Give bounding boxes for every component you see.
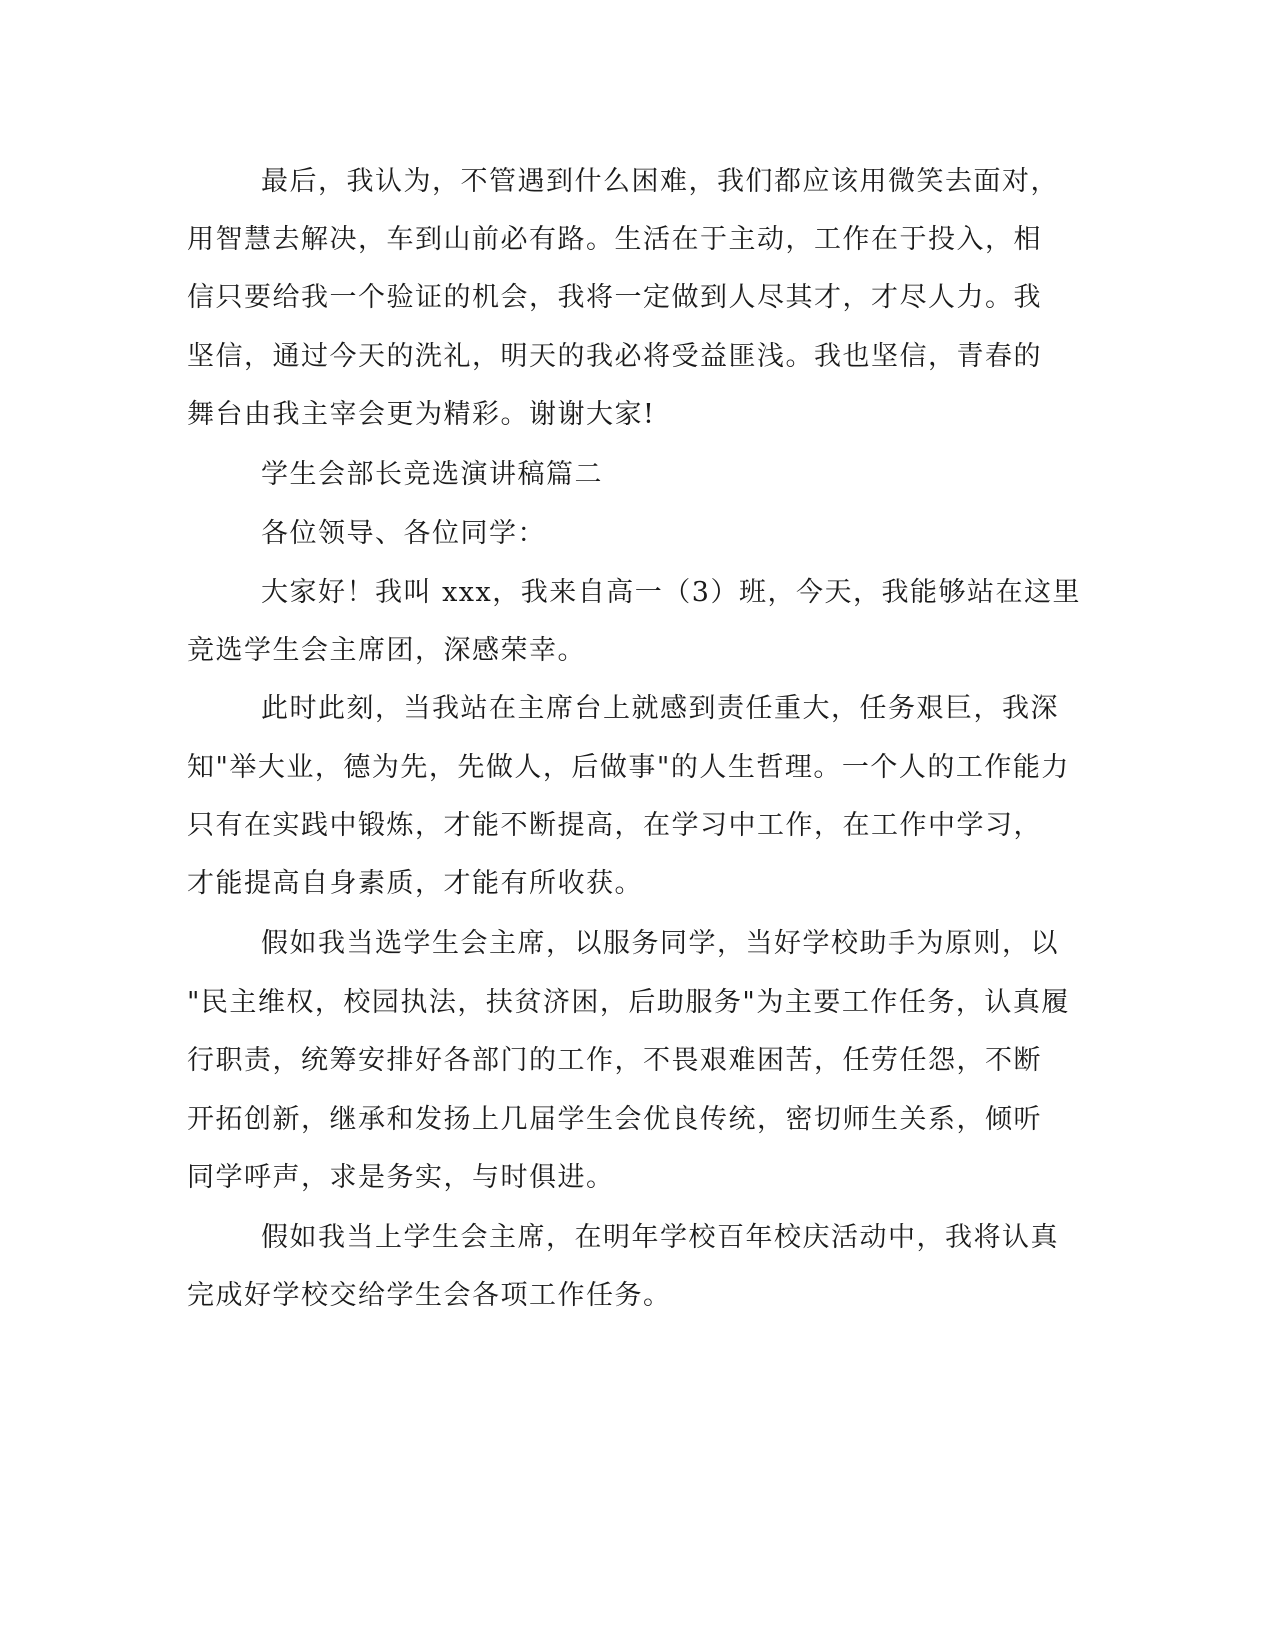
paragraph-line: 用智慧去解决，车到山前必有路。生活在于主动，工作在于投入，相 (187, 224, 1042, 255)
paragraph-line: 开拓创新，继承和发扬上几届学生会优良传统，密切师生关系，倾听 (187, 1104, 1042, 1135)
paragraph-line: 坚信，通过今天的洗礼，明天的我必将受益匪浅。我也坚信，青春的 (187, 341, 1042, 372)
paragraph-line: 才能提高自身素质，才能有所收获。 (187, 868, 643, 899)
paragraph-line: 同学呼声，求是务实，与时俱进。 (187, 1162, 615, 1193)
paragraph-line: "民主维权，校园执法，扶贫济困，后助服务"为主要工作任务，认真履 (187, 987, 1070, 1018)
paragraph-line: 行职责，统筹安排好各部门的工作，不畏艰难困苦，任劳任怨，不断 (187, 1045, 1042, 1076)
paragraph-line: 信只要给我一个验证的机会，我将一定做到人尽其才，才尽人力。我 (187, 282, 1042, 313)
paragraph-line: 最后，我认为，不管遇到什么困难，我们都应该用微笑去面对， (261, 166, 1059, 197)
section-heading: 学生会部长竞选演讲稿篇二 (261, 459, 603, 490)
paragraph-line: 假如我当上学生会主席，在明年学校百年校庆活动中，我将认真 (261, 1222, 1059, 1253)
paragraph-line: 大家好！我叫 xxx，我来自高一（3）班，今天，我能够站在这里 (261, 577, 1081, 608)
paragraph-line: 舞台由我主宰会更为精彩。谢谢大家! (187, 399, 656, 430)
paragraph-line: 只有在实践中锻炼，才能不断提高，在学习中工作，在工作中学习， (187, 810, 1042, 841)
salutation: 各位领导、各位同学： (261, 518, 546, 549)
paragraph-line: 此时此刻，当我站在主席台上就感到责任重大，任务艰巨，我深 (261, 693, 1059, 724)
paragraph-line: 知"举大业，德为先，先做人，后做事"的人生哲理。一个人的工作能力 (187, 752, 1070, 783)
paragraph-line: 竞选学生会主席团，深感荣幸。 (187, 635, 586, 666)
paragraph-line: 假如我当选学生会主席，以服务同学，当好学校助手为原则，以 (261, 928, 1059, 959)
paragraph-line: 完成好学校交给学生会各项工作任务。 (187, 1280, 672, 1311)
